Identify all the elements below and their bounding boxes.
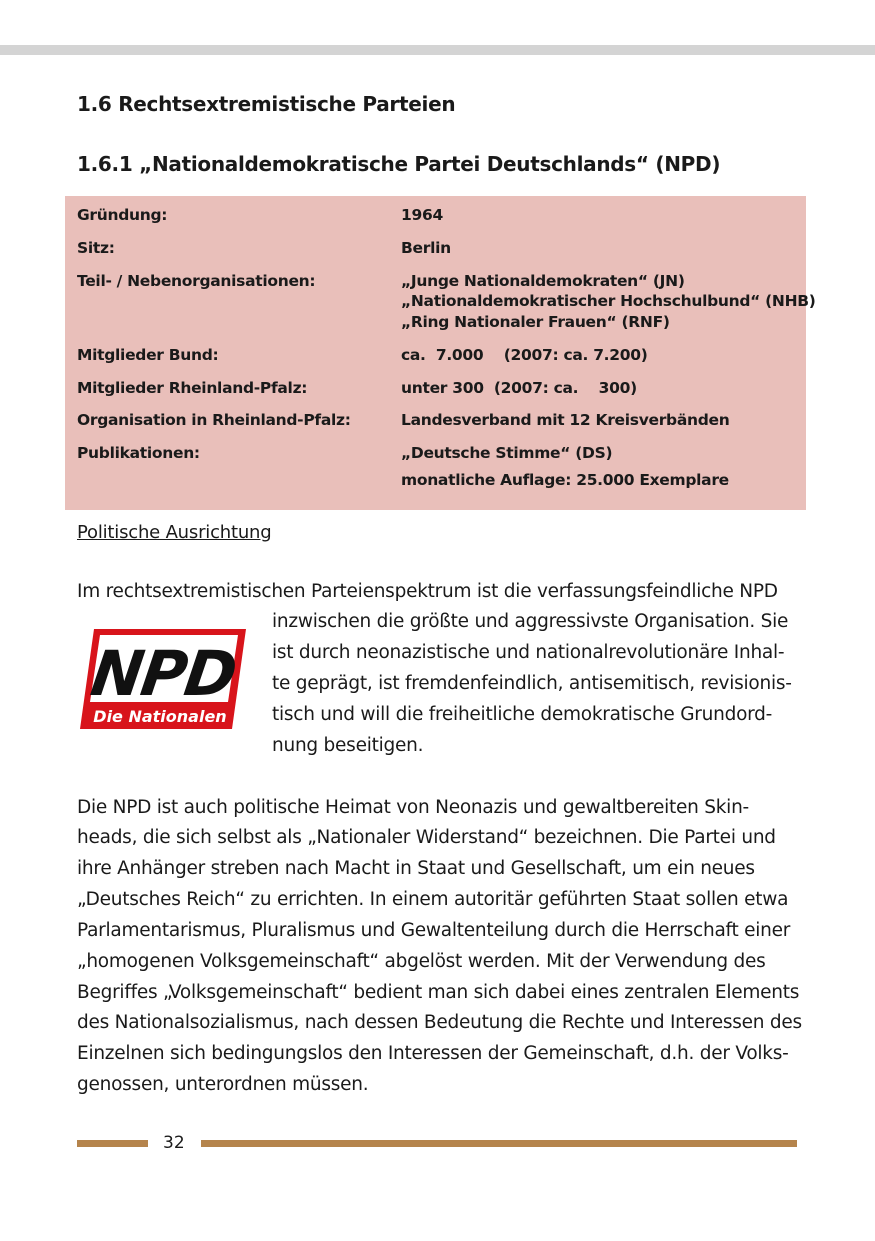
teilorganisation-jn: „Junge Nationaldemokraten“ (JN) <box>401 272 685 290</box>
sitz-label: Sitz: <box>77 239 115 257</box>
paragraph2-line: „homogenen Volksgemeinschaft“ abgelöst werden. Mit der Verwendung des <box>77 951 766 972</box>
organisation-label: Organisation in Rheinland-Pfalz: <box>77 411 351 429</box>
paragraph1-line: ist durch neonazistische und nationalrevolutionäre Inhal- <box>272 642 785 663</box>
paragraph1-line: tisch und will die freiheitliche demokratische Grundord- <box>272 704 773 725</box>
sitz-value: Berlin <box>401 239 451 257</box>
info-box <box>65 196 816 510</box>
paragraph2-line: des Nationalsozialismus, nach dessen Bedeutung die Rechte und Interessen des <box>77 1012 802 1033</box>
paragraph2-line: „Deutsches Reich“ zu errichten. In einem autoritär geführten Staat sollen etwa <box>77 889 789 910</box>
footer-rule-left <box>77 1140 148 1147</box>
top-rule <box>0 45 875 55</box>
paragraph2-line: Einzelnen sich bedingungslos den Interessen der Gemeinschaft, d.h. der Volks- <box>77 1043 789 1064</box>
paragraph1-line: nung beseitigen. <box>272 735 424 756</box>
page-number: 32 <box>163 1133 185 1153</box>
paragraph2-line: Die NPD ist auch politische Heimat von Neonazis und gewaltbereiten Skin- <box>77 797 749 818</box>
paragraph2-line: ihre Anhänger streben nach Macht in Staat und Gesellschaft, um ein neues <box>77 858 755 879</box>
paragraph2-line: Begriffes „Volksgemeinschaft“ bedient man sich dabei eines zentralen Elements <box>77 982 800 1003</box>
organisation-value: Landesverband mit 12 Kreisverbänden <box>401 411 730 429</box>
subsection-heading: 1.6.1 „Nationaldemokratische Partei Deutschlands“ (NPD) <box>77 152 721 176</box>
paragraph2-line: Parlamentarismus, Pluralismus und Gewaltenteilung durch die Herrschaft einer <box>77 920 791 941</box>
paragraph1-line: Im rechtsextremistischen Parteienspektrum ist die verfassungsfeindliche NPD <box>77 581 778 602</box>
teilorganisation-nhb: „Nationaldemokratischer Hochschulbund“ (NHB) <box>401 292 816 310</box>
teilorganisationen-label: Teil- / Nebenorganisationen: <box>77 272 316 290</box>
publikationen-label: Publikationen: <box>77 444 200 462</box>
publikation-name: „Deutsche Stimme“ (DS) <box>401 444 613 462</box>
teilorganisation-rnf: „Ring Nationaler Frauen“ (RNF) <box>401 313 670 331</box>
paragraph1-line: te geprägt, ist fremdenfeindlich, antisemitisch, revisionis- <box>272 673 792 694</box>
paragraph2-line: heads, die sich selbst als „Nationaler Widerstand“ bezeichnen. Die Partei und <box>77 827 776 848</box>
gruendung-label: Gründung: <box>77 206 168 224</box>
mitglieder-bund-label: Mitglieder Bund: <box>77 346 219 364</box>
mitglieder-bund-value: ca. 7.000 (2007: ca. 7.200) <box>401 346 648 364</box>
npd-logo-graphic <box>80 625 246 733</box>
paragraph2-line: genossen, unterordnen müssen. <box>77 1074 369 1095</box>
npd-logo <box>80 625 246 733</box>
logo-main-text: NPD <box>86 637 240 710</box>
gruendung-value: 1964 <box>401 206 443 224</box>
section-title-politische-ausrichtung: Politische Ausrichtung <box>77 522 272 543</box>
mitglieder-rlp-label: Mitglieder Rheinland-Pfalz: <box>77 379 308 397</box>
logo-sub-text: Die Nationalen <box>93 707 227 726</box>
publikation-auflage: monatliche Auflage: 25.000 Exemplare <box>401 471 729 489</box>
section-heading: 1.6 Rechtsextremistische Parteien <box>77 92 456 116</box>
footer-rule-right <box>201 1140 797 1147</box>
mitglieder-rlp-value: unter 300 (2007: ca. 300) <box>401 379 637 397</box>
paragraph1-line: inzwischen die größte und aggressivste Organisation. Sie <box>272 611 789 632</box>
